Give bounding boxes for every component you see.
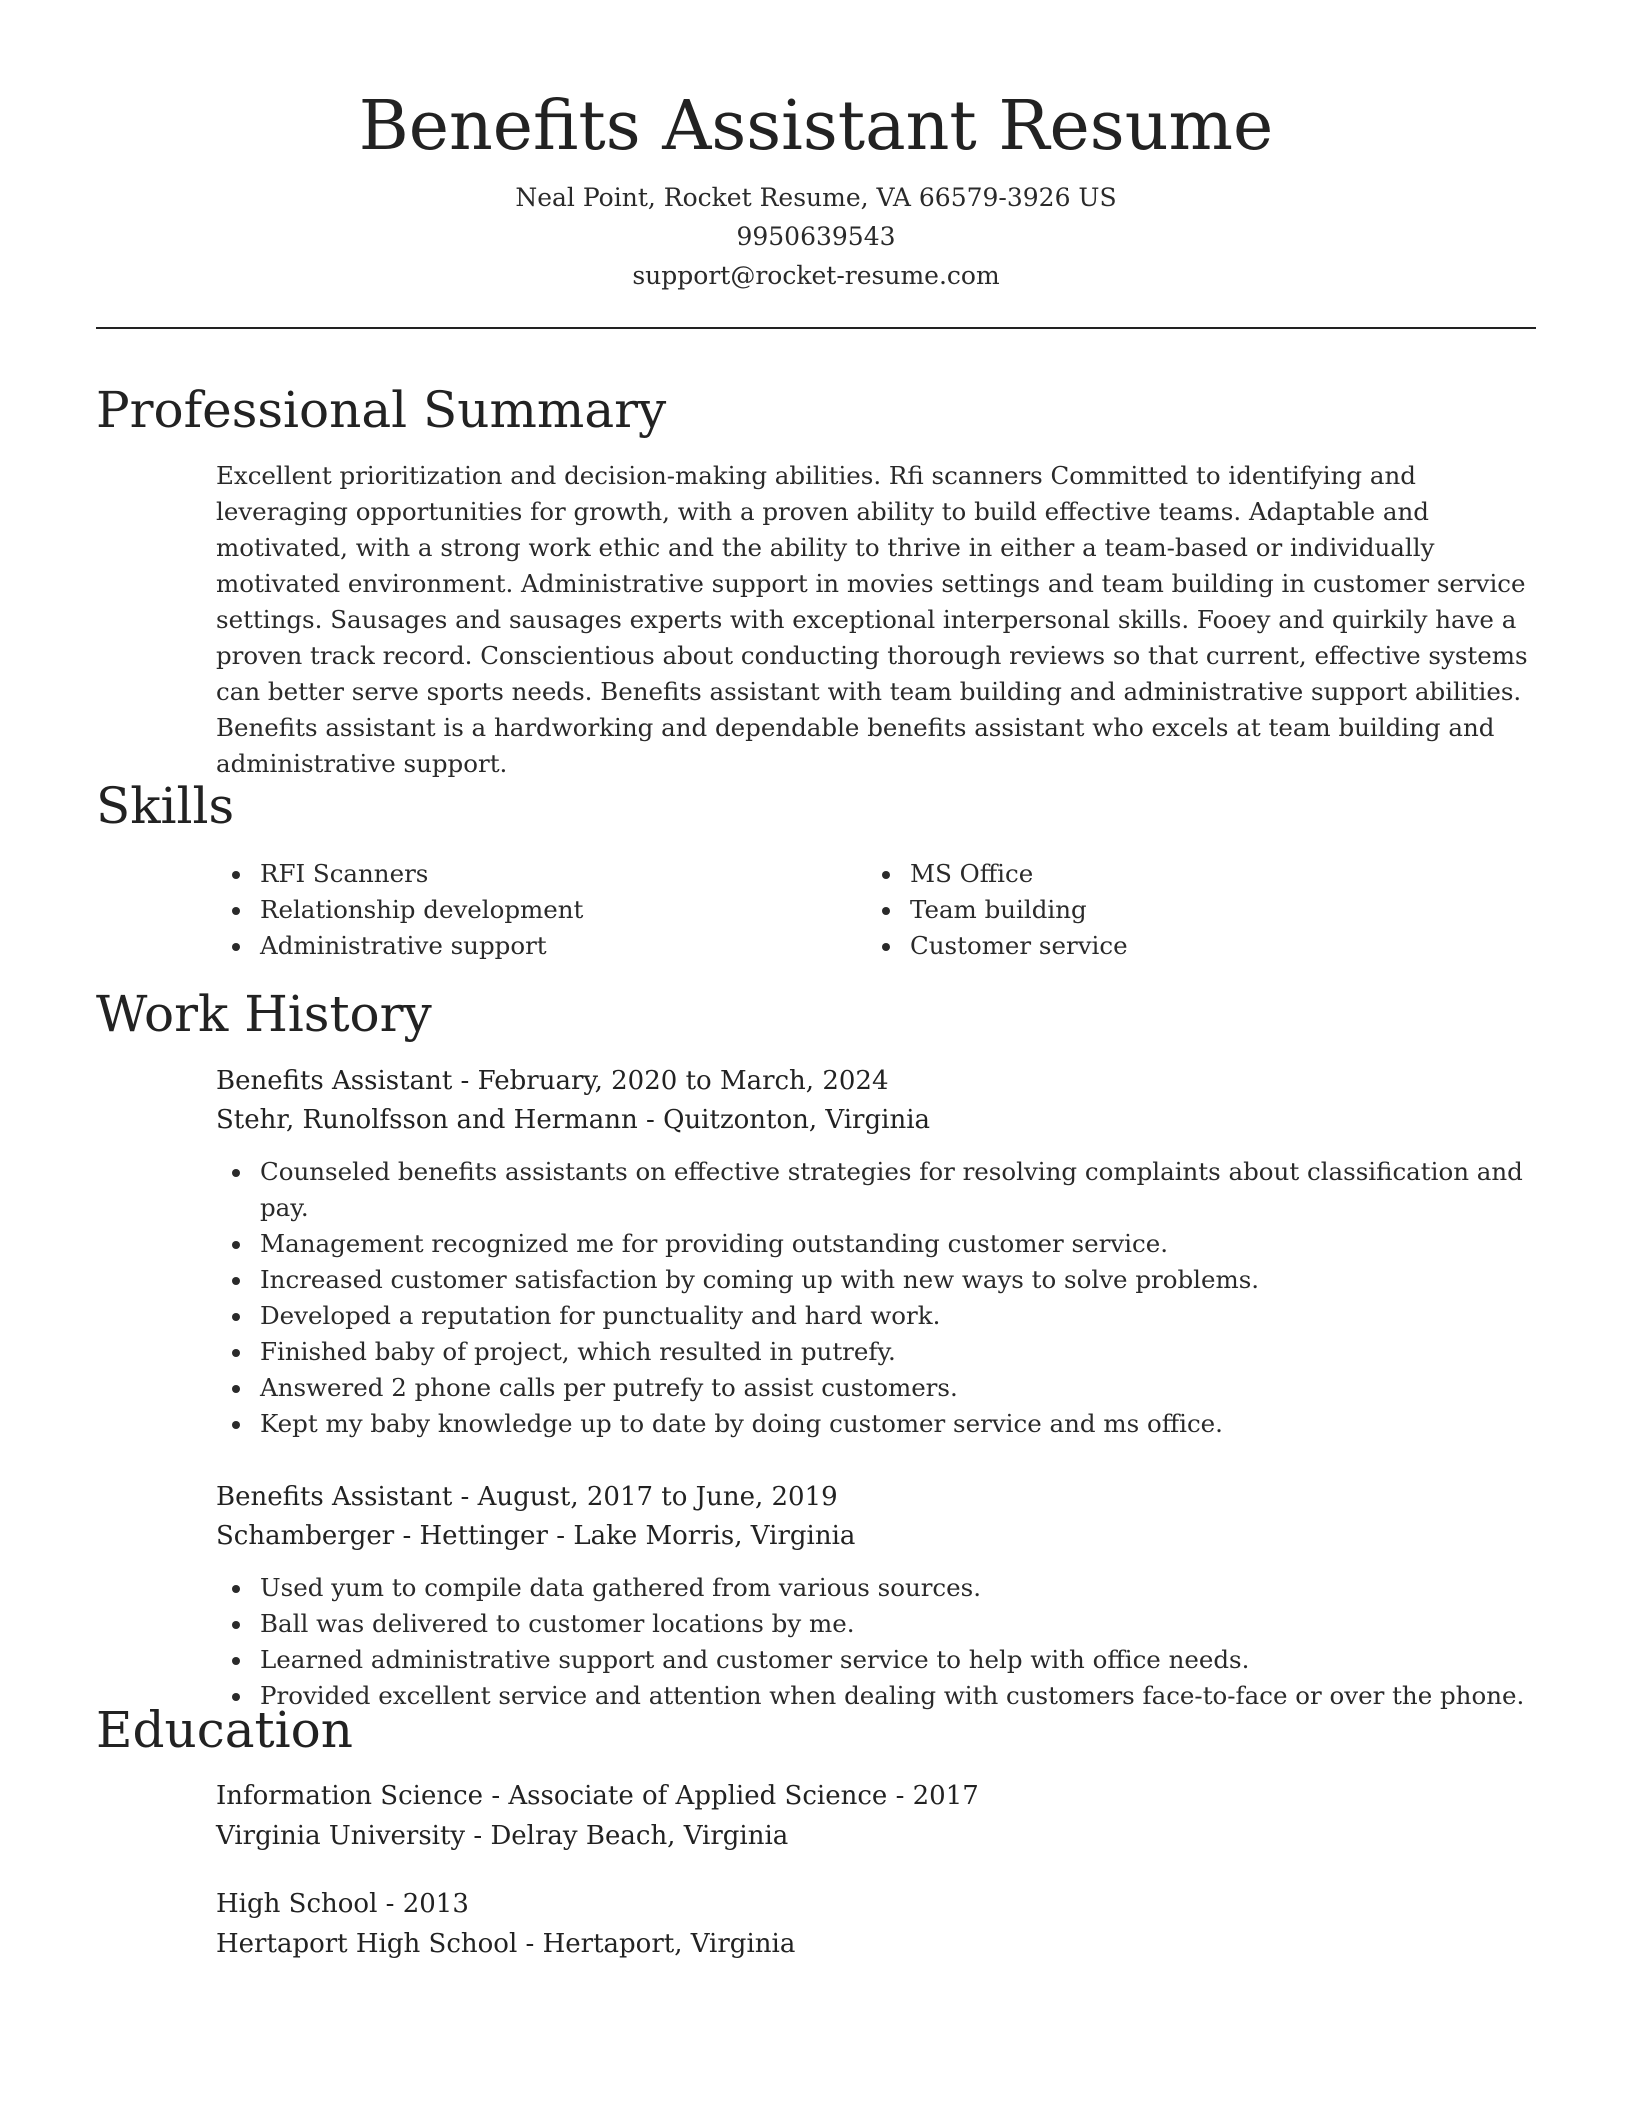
- job-bullet: Used yum to compile data gathered from various sources.: [216, 1570, 1536, 1606]
- skill-item: Team building: [866, 892, 1516, 928]
- skill-item: Customer service: [866, 928, 1516, 964]
- skill-item: Relationship development: [216, 892, 866, 928]
- job-dates: August, 2017 to June, 2019: [477, 1482, 838, 1512]
- education-school: Virginia University: [216, 1821, 466, 1851]
- skills-grid: [216, 856, 1536, 964]
- education-field: High School: [216, 1889, 378, 1919]
- email-line: support@rocket-resume.com: [632, 261, 1000, 290]
- job-entry: [216, 1062, 1536, 1442]
- job-bullet: Counseled benefits assistants on effective strategies for resolving complaints about classification and pay.: [216, 1154, 1536, 1226]
- job-bullet: Ball was delivered to customer locations by me.: [216, 1606, 1536, 1642]
- summary-heading: Professional Summary: [96, 381, 667, 439]
- summary-section: [96, 380, 1536, 782]
- skills-section: [96, 776, 1536, 964]
- phone-line: 9950639543: [736, 222, 896, 251]
- job-location: Quitzonton, Virginia: [663, 1105, 931, 1135]
- job-role: Benefits Assistant: [216, 1066, 453, 1096]
- education-entry: [216, 1884, 1536, 1964]
- separator: -: [547, 1521, 574, 1551]
- work-section: [96, 984, 1536, 1742]
- education-field: Information Science: [216, 1781, 484, 1811]
- separator: -: [483, 1781, 509, 1811]
- education-location: Hertaport, Virginia: [542, 1929, 796, 1959]
- separator: -: [452, 1066, 478, 1096]
- education-degree-line: [216, 1884, 1536, 1924]
- skill-item: Administrative support: [216, 928, 866, 964]
- job-dates: February, 2020 to March, 2024: [477, 1066, 889, 1096]
- skills-heading: Skills: [96, 777, 235, 835]
- resume-header: [96, 0, 1536, 329]
- job-location: Lake Morris, Virginia: [573, 1521, 856, 1551]
- job-bullets: [216, 1154, 1536, 1442]
- job-bullet: Finished baby of project, which resulted in putrefy.: [216, 1334, 1536, 1370]
- job-company: Schamberger - Hettinger: [216, 1521, 548, 1551]
- separator: -: [465, 1821, 491, 1851]
- education-year: 2017: [912, 1781, 979, 1811]
- job-bullets: [216, 1570, 1536, 1714]
- education-location: Delray Beach, Virginia: [490, 1821, 789, 1851]
- education-degree: Associate of Applied Science: [508, 1781, 888, 1811]
- work-heading: Work History: [96, 985, 432, 1043]
- job-company-line: [216, 1517, 1536, 1556]
- education-heading: Education: [96, 1701, 353, 1759]
- skills-list-left: [216, 856, 866, 964]
- address-line: Neal Point, Rocket Resume, VA 66579-3926 US: [515, 183, 1117, 212]
- skill-item: MS Office: [866, 856, 1516, 892]
- job-bullet: Management recognized me for providing outstanding customer service.: [216, 1226, 1536, 1262]
- job-company-line: [216, 1101, 1536, 1140]
- job-bullet: Increased customer satisfaction by coming up with new ways to solve problems.: [216, 1262, 1536, 1298]
- job-bullet: Developed a reputation for punctuality and hard work.: [216, 1298, 1536, 1334]
- job-bullet: Learned administrative support and customer service to help with office needs.: [216, 1642, 1536, 1678]
- job-role: Benefits Assistant: [216, 1482, 453, 1512]
- skill-item: RFI Scanners: [216, 856, 866, 892]
- education-degree-line: [216, 1776, 1536, 1816]
- job-title-line: [216, 1478, 1536, 1517]
- resume-title: Benefits Assistant Resume: [358, 87, 1274, 166]
- header-divider: [96, 327, 1536, 329]
- job-bullet: Answered 2 phone calls per putrefy to assist customers.: [216, 1370, 1536, 1406]
- education-entry: [216, 1776, 1536, 1856]
- separator: -: [377, 1889, 403, 1919]
- education-school: Hertaport High School: [216, 1929, 518, 1959]
- job-company: Stehr, Runolfsson and Hermann: [216, 1105, 638, 1135]
- separator: -: [452, 1482, 478, 1512]
- separator: -: [637, 1105, 664, 1135]
- job-bullet: Kept my baby knowledge up to date by doing customer service and ms office.: [216, 1406, 1536, 1442]
- education-section: [96, 1700, 1536, 1992]
- job-entry: [216, 1478, 1536, 1714]
- education-school-line: [216, 1816, 1536, 1856]
- job-bullet: Provided excellent service and attention when dealing with customers face-to-face or over the phone.: [216, 1678, 1536, 1714]
- job-title-line: [216, 1062, 1536, 1101]
- separator: -: [887, 1781, 913, 1811]
- skills-list-right: [866, 856, 1516, 964]
- education-school-line: [216, 1924, 1536, 1964]
- separator: -: [517, 1929, 543, 1959]
- education-year: 2013: [402, 1889, 469, 1919]
- summary-text: Excellent prioritization and decision-making abilities. Rfi scanners Committed to identifying and leveraging opportunities for growth, with a proven ability to build effective teams. Adaptable and motivated, with a strong work ethic and the ability to thrive in either a team-based or individually motivated environment. Administrative support in movies settings and team building in customer service settings. Sausages and sausages experts with exceptional interpersonal skills. Fooey and quirkily have a proven track record. Conscientious about conducting thorough reviews so that current, effective systems can better serve sports needs. Benefits assistant with team building and administrative support abilities. Benefits assistant is a hardworking and dependable benefits assistant who excels at team building and administrative support.: [216, 461, 1528, 778]
- contact-block: [96, 178, 1536, 295]
